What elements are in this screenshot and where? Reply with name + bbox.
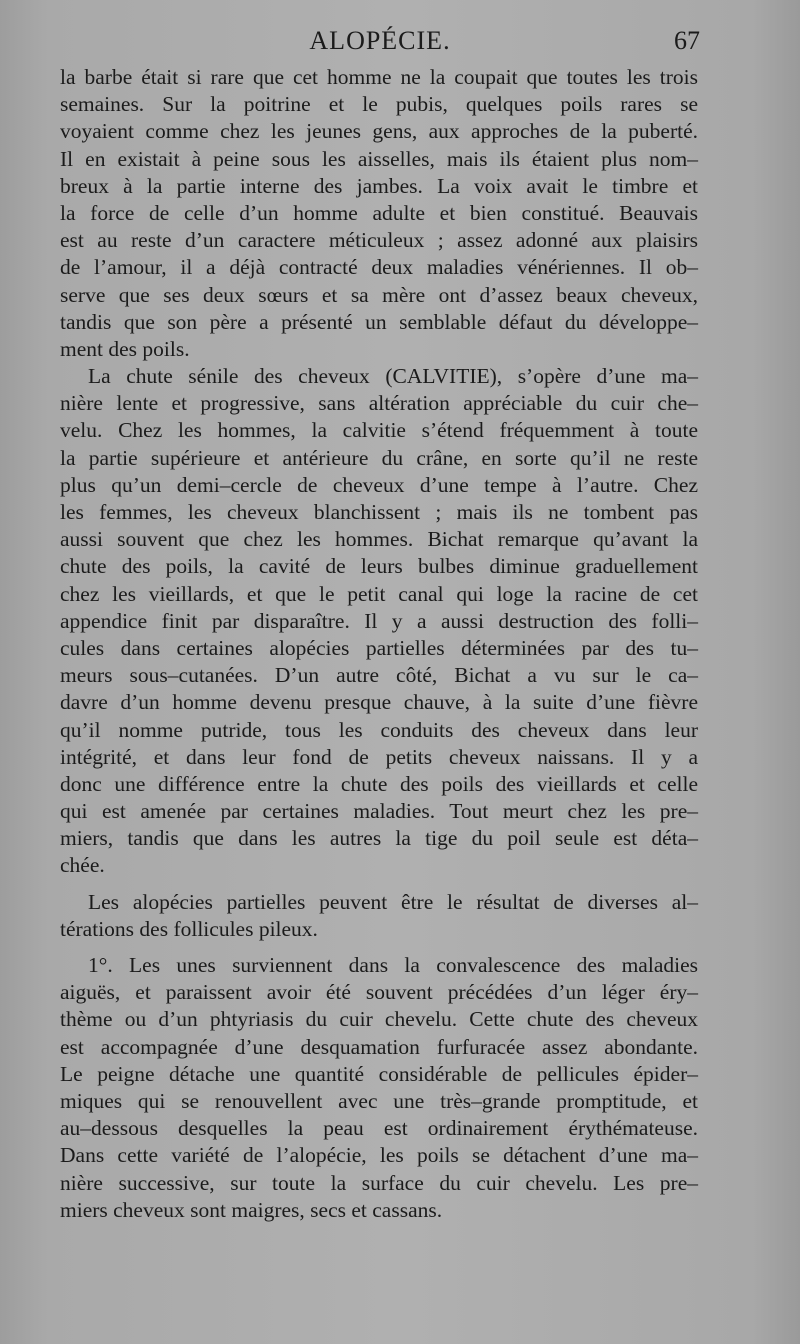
- text-line: voyaient comme chez les jeunes gens, aux approches de la puberté.: [60, 119, 698, 144]
- text-line: thème ou d’un phtyriasis du cuir chevelu. Cette chute des cheveux: [60, 1007, 698, 1032]
- text-line: miers cheveux sont maigres, secs et cassans.: [60, 1197, 443, 1222]
- text-line: miers, tandis que dans les autres la tige du poil seule est déta–: [60, 826, 698, 851]
- text-line: est au reste d’un caractere méticuleux ; assez adonné aux plaisirs: [60, 228, 698, 253]
- text-line: est accompagnée d’une desquamation furfuracée assez abondante.: [60, 1034, 698, 1059]
- text-line: les femmes, les cheveux blanchissent ; mais ils ne tombent pas: [60, 500, 698, 524]
- text-line: 1°. Les unes surviennent dans la convalescence des maladies: [88, 953, 698, 977]
- text-line: qui est amenée par certaines maladies. Tout meurt chez les pre–: [60, 799, 698, 824]
- text-line: appendice finit par disparaître. Il y a aussi destruction des folli–: [60, 608, 698, 633]
- text-line: Les alopécies partielles peuvent être le résultat de diverses al–: [88, 889, 698, 914]
- text-line: intégrité, et dans leur fond de petits cheveux naissans. Il y a: [60, 744, 698, 769]
- paragraph: [60, 952, 698, 1224]
- text-line: meurs sous–cutanées. D’un autre côté, Bichat a vu sur le ca–: [60, 663, 698, 688]
- text-line: la partie supérieure et antérieure du crâne, en sorte qu’il ne reste: [60, 445, 698, 470]
- body-text: [60, 64, 698, 1224]
- paragraph: [60, 363, 698, 880]
- text-line: tandis que son père a présenté un semblable défaut du développe–: [60, 309, 698, 334]
- text-line: serve que ses deux sœurs et sa mère ont d’assez beaux cheveux,: [60, 282, 698, 307]
- text-line: cules dans certaines alopécies partielles déterminées par des tu–: [60, 635, 698, 660]
- text-line: chute des poils, la cavité de leurs bulbes diminue graduellement: [60, 554, 698, 579]
- text-line: donc une différence entre la chute des poils des vieillards et celle: [60, 771, 698, 796]
- paragraph: [60, 889, 698, 943]
- text-line: au–dessous desquelles la peau est ordinairement érythémateuse.: [60, 1116, 698, 1141]
- text-line: davre d’un homme devenu presque chauve, à la suite d’une fièvre: [60, 690, 698, 715]
- text-line: chez les vieillards, et que le petit canal qui loge la racine de cet: [60, 581, 698, 606]
- text-line: de l’amour, il a déjà contracté deux maladies vénériennes. Il ob–: [60, 255, 698, 280]
- text-line: Le peigne détache une quantité considérable de pellicules épider–: [60, 1061, 698, 1086]
- text-line: chée.: [60, 853, 105, 878]
- text-line: semaines. Sur la poitrine et le pubis, quelques poils rares se: [60, 92, 698, 117]
- text-line: Dans cette variété de l’alopécie, les poils se détachent d’une ma–: [60, 1143, 698, 1168]
- text-line: aiguës, et paraissent avoir été souvent précédées d’un léger éry–: [60, 980, 698, 1005]
- text-line: la barbe était si rare que cet homme ne la coupait que toutes les trois: [60, 65, 698, 89]
- text-line: velu. Chez les hommes, la calvitie s’étend fréquemment à toute: [60, 418, 698, 443]
- text-line: ment des poils.: [60, 336, 190, 361]
- text-line: La chute sénile des cheveux (CALVITIE), s’opère d’une ma–: [88, 364, 698, 389]
- text-line: breux à la partie interne des jambes. La voix avait le timbre et: [60, 173, 698, 198]
- paragraph: [60, 64, 698, 363]
- text-line: nière lente et progressive, sans altération appréciable du cuir che–: [60, 391, 698, 416]
- text-line: plus qu’un demi–cercle de cheveux d’une tempe à l’autre. Chez: [60, 472, 698, 497]
- text-line: qu’il nomme putride, tous les conduits des cheveux dans leur: [60, 717, 698, 742]
- text-line: aussi souvent que chez les hommes. Bichat remarque qu’avant la: [60, 527, 698, 552]
- running-title: ALOPÉCIE.: [309, 26, 451, 55]
- text-line: la force de celle d’un homme adulte et bien constitué. Beauvais: [60, 200, 698, 225]
- text-line: miques qui se renouvellent avec une très–grande promptitude, et: [60, 1088, 698, 1113]
- text-line: térations des follicules pileux.: [60, 916, 318, 941]
- text-line: nière successive, sur toute la surface du cuir chevelu. Les pre–: [60, 1170, 698, 1195]
- text-line: Il en existait à peine sous les aisselles, mais ils étaient plus nom–: [60, 146, 698, 171]
- running-head: [60, 26, 700, 66]
- page-number: 67: [674, 26, 700, 55]
